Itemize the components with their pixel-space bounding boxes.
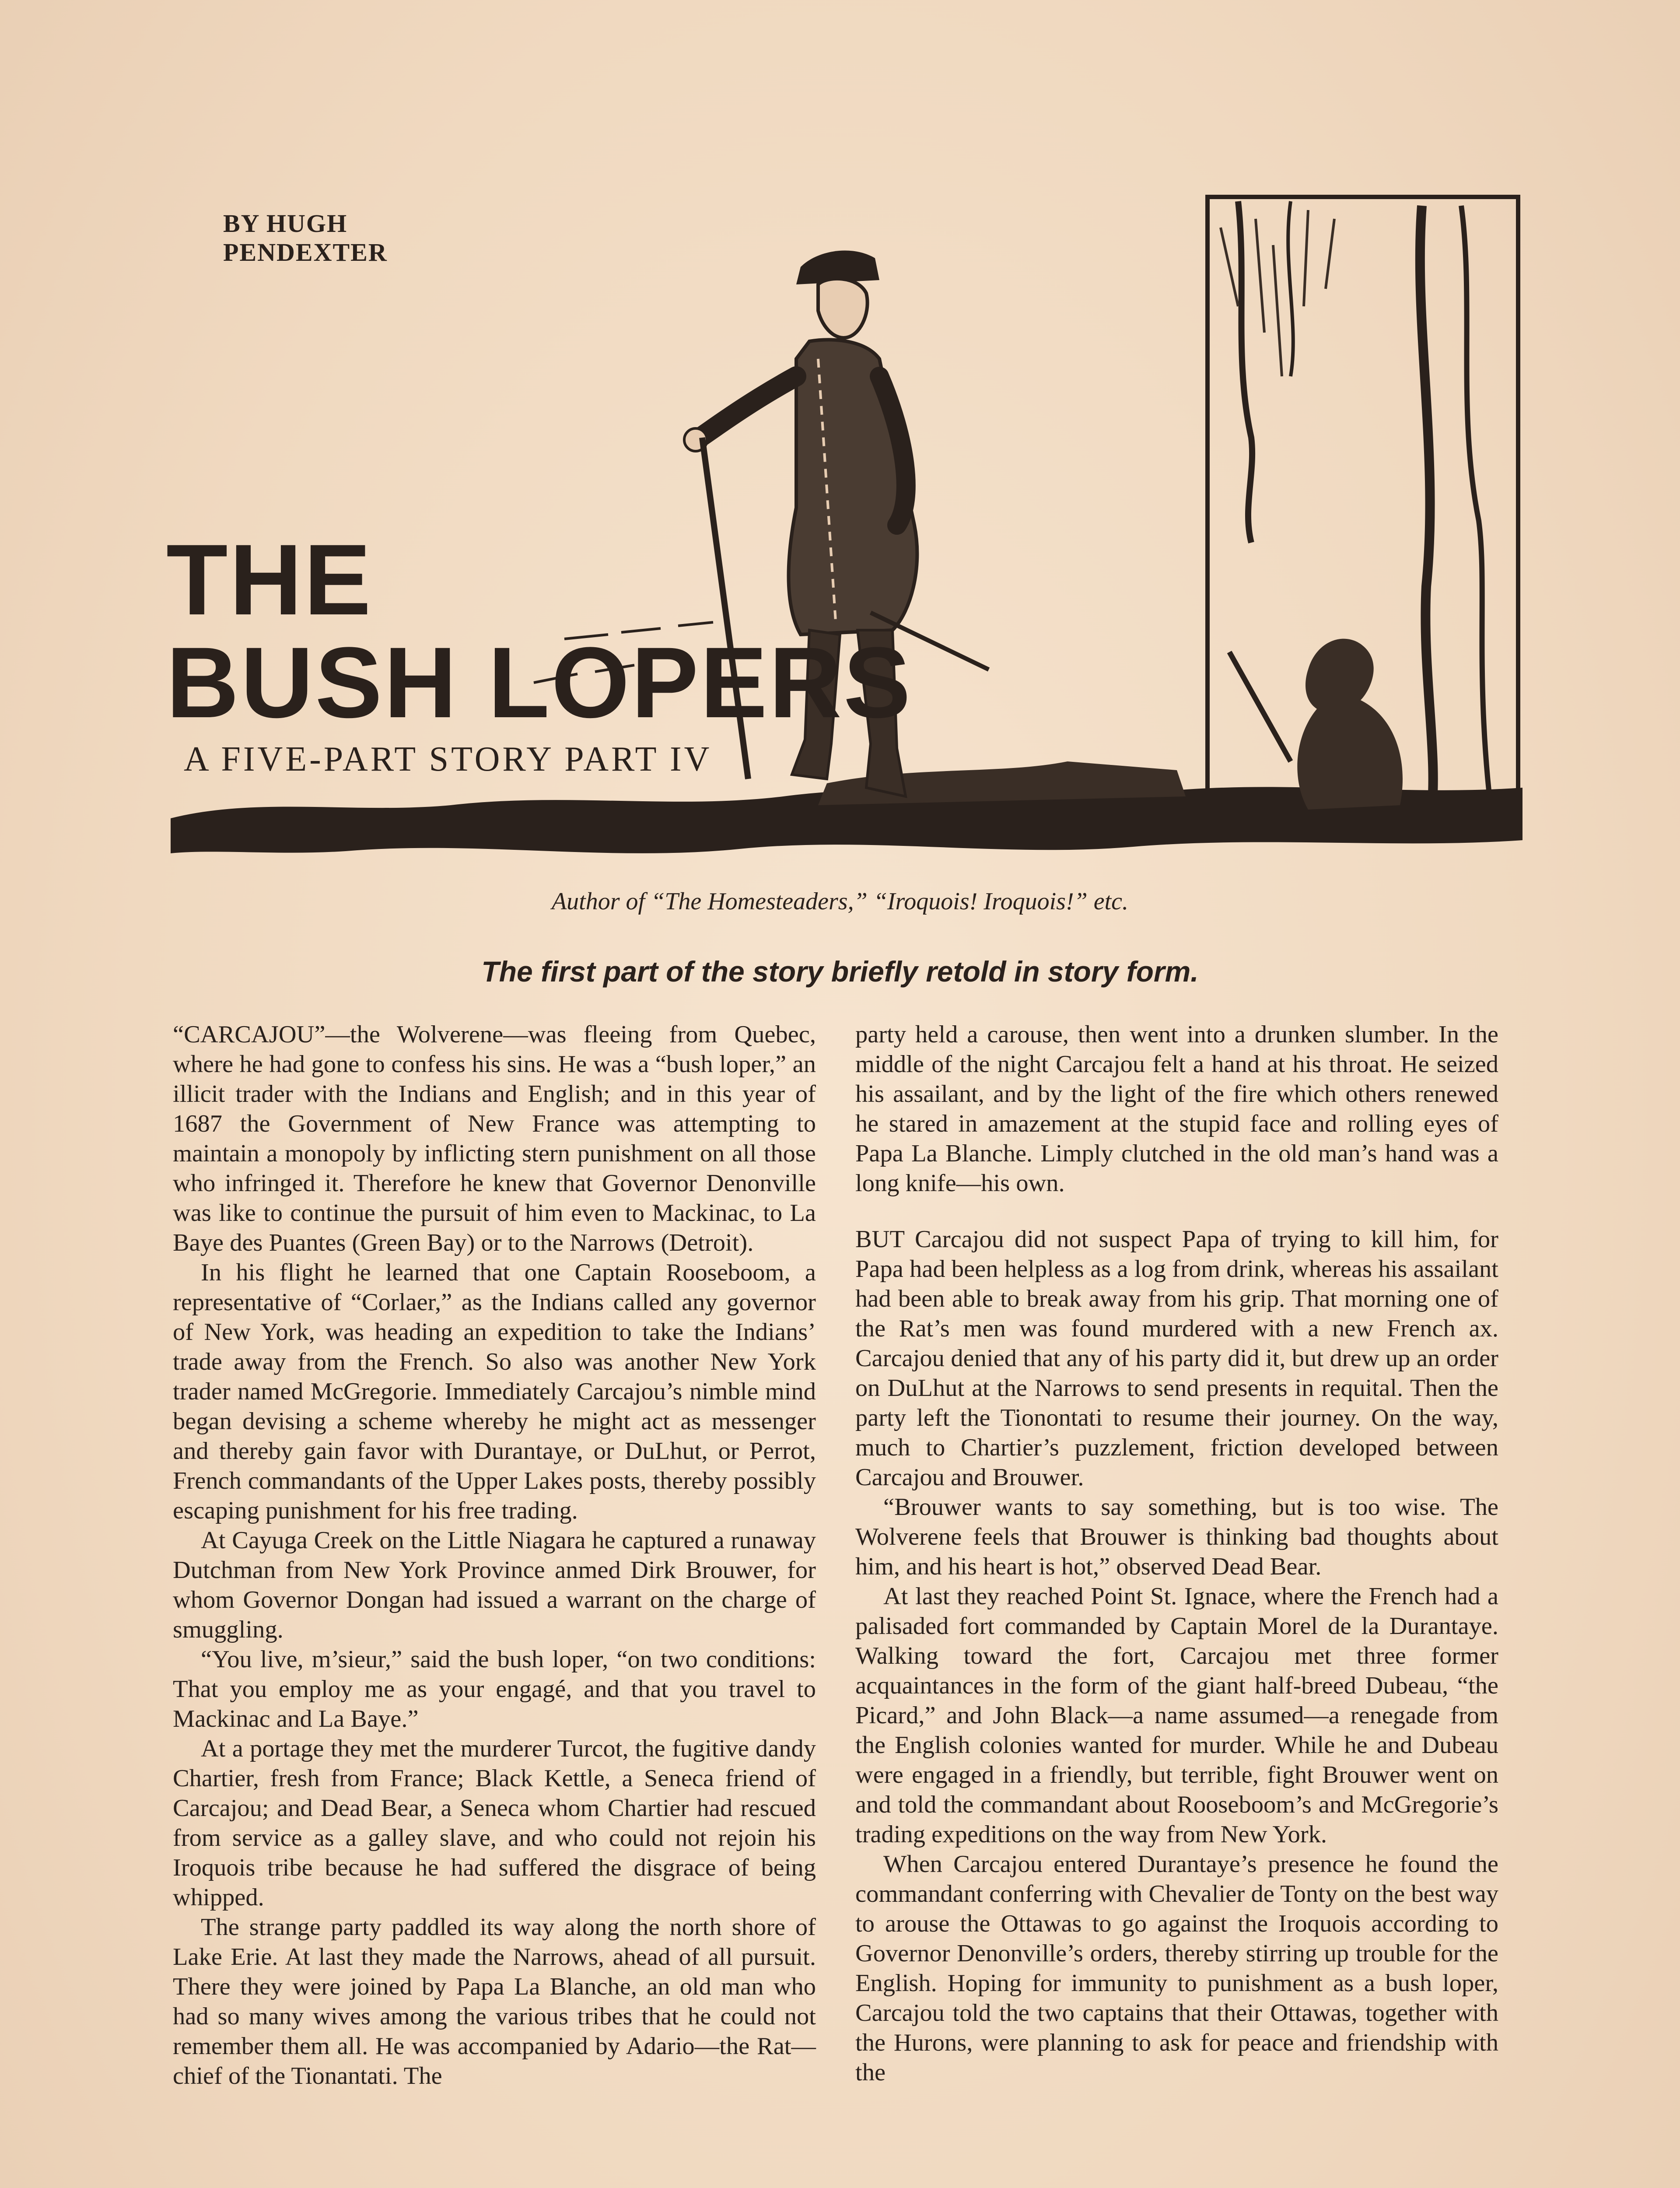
paragraph: At a portage they met the murderer Turcot, the fugitive dandy Chartier, fresh from France; Black Kettle, a Seneca friend of Carcajou; and Dead Bear, a Seneca whom Chartier had rescued from service as a galley slave, and who could not rejoin his Iroquois tribe because he had suffered the disgrace of being whipped. [173,1735,816,1911]
paragraph: “CARCAJOU”—the Wolverene—was fleeing from Quebec, where he had gone to confess his sins. He was a “bush loper,” an illicit trader with the Indians and English; and in this year of 1687 the Government of New France was attempting to maintain a monopoly by inflicting stern punishment on all those who infringed it. Therefore he knew that Governor Denonville was like to continue the pursuit of him even to Mackinac, to La Baye des Puantes (Green Bay) or to the Narrows (Detroit). [173,1021,816,1256]
paragraph: At Cayuga Creek on the Little Niagara he captured a runaway Dutchman from New York Province anmed Dirk Brouwer, for whom Governor Dongan had issued a warrant on the charge of smuggling. [173,1527,816,1643]
left-column [173,1020,816,2091]
paragraph: When Carcajou entered Durantaye’s presence he found the commandant conferring with Chevalier de Tonty on the best way to arouse the Ottawas to go against the Iroquois according to Governor Denonville’s orders, thereby stirring up trouble for the English. Hoping for immunity to punishment as a bush loper, Carcajou told the two captains that their Ottawas, together with the Hurons, were planning to ask for peace and friendship with the [855,1851,1498,2086]
paragraph: “Brouwer wants to say something, but is too wise. The Wolverene feels that Brouwer is thinking bad thoughts about him, and his heart is hot,” observed Dead Bear. [855,1494,1498,1580]
paragraph: party held a carouse, then went into a drunken slumber. In the middle of the night Carcajou felt a hand at his throat. He seized his assailant, and by the light of the fire which others renewed he stared in amazement at the stupid face and rolling eyes of Papa La Blanche. Limply clutched in the old man’s hand was a long knife—his own. [855,1021,1498,1197]
paragraph: In his flight he learned that one Captain Rooseboom, a representative of “Corlaer,” as the Indians called any governor of New York, was heading an expedition to take the Indians’ trade away from the French. So also was another New York trader named McGregorie. Immediately Carcajou’s nimble mind began devising a scheme whereby he might act as messenger and thereby gain favor with Durantaye, or DuLhut, or Perrot, French commandants of the Upper Lakes posts, thereby possibly escaping punishment for his free trading. [173,1259,816,1524]
paragraph: “You live, m’sieur,” said the bush loper, “on two conditions: That you employ me as your engagé, and that you travel to Mackinac and La Baye.” [173,1646,816,1732]
illustration-caption: Author of “The Homesteaders,” “Iroquois! Iroquois!” etc. [551,888,1129,915]
paragraph: The strange party paddled its way along the north shore of Lake Erie. At last they made the Narrows, ahead of all pursuit. There they were joined by Papa La Blanche, an old man who had so many wives among the various tribes that he could not remember them all. He was accompanied by Adario—the Rat—chief of the Tionantati. The [173,1914,816,2090]
story-title-line-1: THE [166,523,373,636]
story-title-line-2: BUSH LOPERS [166,626,913,739]
byline-line-1: BY HUGH [223,209,348,238]
intro-heading: The first part of the story briefly retold in story form. [481,955,1199,988]
story-subtitle: A FIVE-PART STORY PART IV [184,740,712,778]
right-column [855,1020,1498,2087]
byline-line-2: PENDEXTER [223,238,388,266]
paragraph: BUT Carcajou did not suspect Papa of trying to kill him, for Papa had been helpless as a log from drink, whereas his assailant had been able to break away from his grip. That morning one of the Rat’s men was found murdered with a new French ax. Carcajou denied that any of his party did it, but drew up an order on DuLhut at the Narrows to send presents in requital. Then the party left the Tionontati to resume their journey. On the way, much to Chartier’s puzzlement, friction developed between Carcajou and Brouwer. [855,1226,1498,1491]
paragraph: At last they reached Point St. Ignace, where the French had a palisaded fort commanded by Captain Morel de la Durantaye. Walking toward the fort, Carcajou met three former acquaintances in the form of the giant half-breed Dubeau, “the Picard,” and John Black—a name assumed—a renegade from the English colonies wanted for murder. While he and Dubeau were engaged in a friendly, but terrible, fight Brouwer went on and told the commandant about Rooseboom’s and McGregorie’s trading expeditions on the way from New York. [855,1583,1498,1848]
